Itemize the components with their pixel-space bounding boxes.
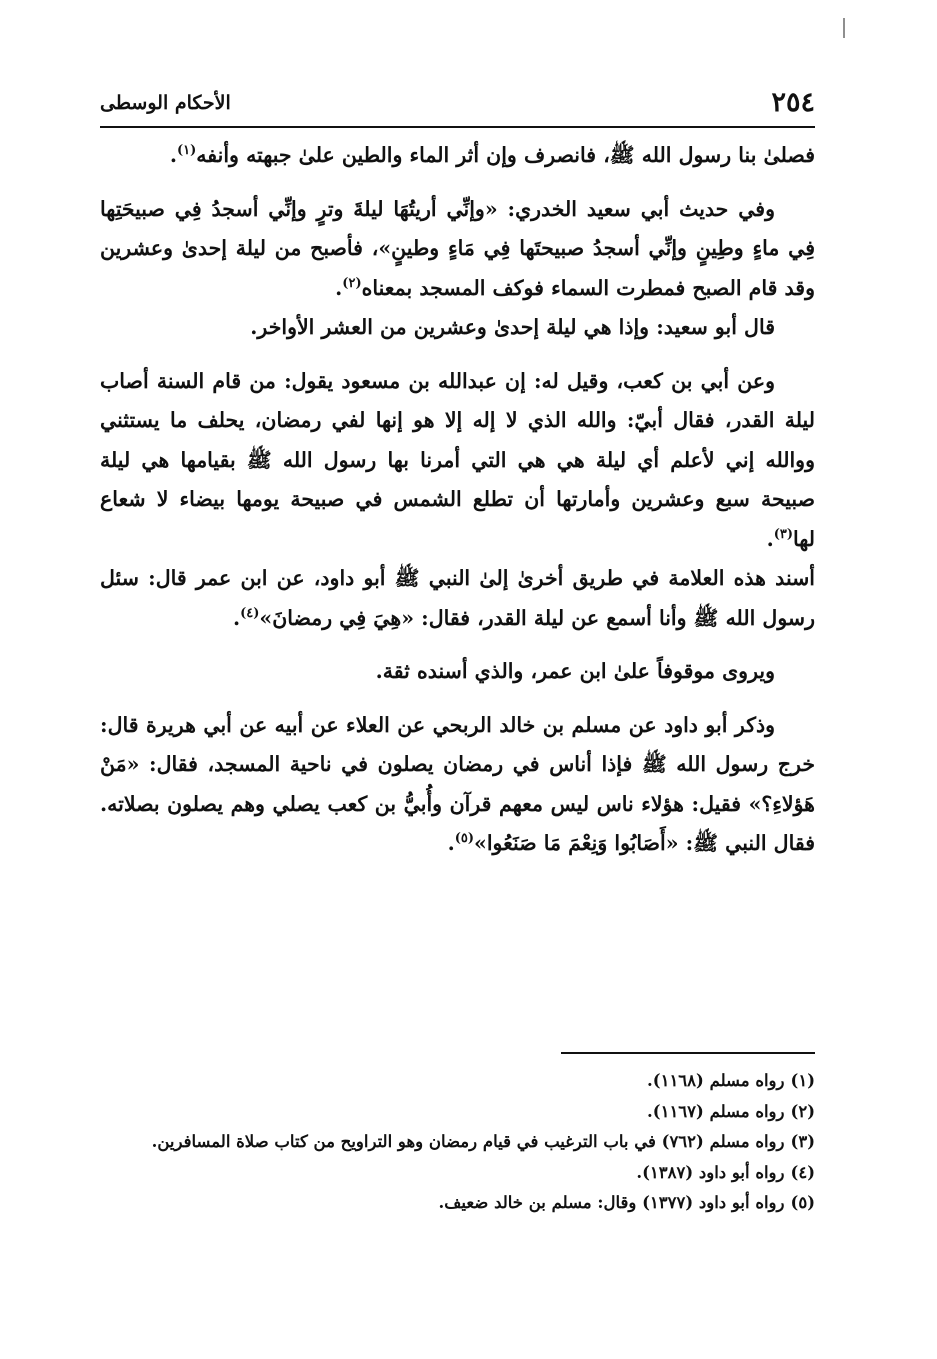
footnote-text: رواه مسلم (١١٦٨). <box>647 1071 785 1090</box>
paragraph-end: . <box>335 275 343 300</box>
header-rule <box>100 126 815 128</box>
footnote-3 <box>100 1127 815 1158</box>
paragraph-end: . <box>766 526 774 551</box>
running-title: الأحكام الوسطى <box>100 92 231 114</box>
footnote-number: (٥) <box>790 1193 815 1212</box>
paragraph-4 <box>100 362 815 560</box>
footnote-ref[interactable]: (٣) <box>773 526 794 542</box>
paragraph-3 <box>100 308 815 348</box>
paragraph-7 <box>100 706 815 864</box>
page-header <box>100 86 815 126</box>
footnote-5 <box>100 1188 815 1219</box>
paragraph-text: فصلىٰ بنا رسول الله ﷺ، فانصرف وإن أثر الماء والطين علىٰ جبهته وأنفه <box>196 143 815 167</box>
paragraph-1 <box>100 136 815 176</box>
paragraph-end: . <box>169 143 177 167</box>
footnote-number: (٣) <box>790 1132 815 1151</box>
page-number: ٢٥٤ <box>771 87 815 118</box>
paragraph-end: . <box>232 605 241 630</box>
body-text <box>100 136 815 864</box>
footnote-number: (٤) <box>790 1162 815 1182</box>
footnote-text: رواه مسلم (١١٦٧). <box>647 1101 785 1121</box>
footnote-text: رواه مسلم (٧٦٢) في باب الترغيب في قيام رمضان وهو التراويح من كتاب صلاة المسافرين. <box>151 1132 785 1151</box>
paragraph-text: وذكر أبو داود عن مسلم بن خالد الربحي عن العلاء عن أبيه عن أبي هريرة قال: خرج رسول الله ﷺ فإذا أناس في رمضان يصلون في ناحية المسجد، فقال: «مَنْ هَؤلاءِ؟» فقيل: هؤلاء ناس ليس معهم قرآن وأُبيُّ بن كعب يصلي وهم يصلون بصلاته. فقال النبي ﷺ: «أَصَابُوا وَنِعْمَ مَا صَنَعُوا» <box>100 712 815 855</box>
paragraph-end: . <box>447 831 455 855</box>
footnote-text: رواه أبو داود (١٣٨٧). <box>636 1162 785 1182</box>
footnote-2 <box>100 1097 815 1128</box>
scan-edge-mark <box>843 18 845 38</box>
footnote-rule <box>561 1052 815 1054</box>
footnote-1 <box>100 1066 815 1097</box>
paragraph-text: قال أبو سعيد: وإذا هي ليلة إحدىٰ وعشرين من العشر الأواخر. <box>250 315 775 339</box>
footnote-ref[interactable]: (٥) <box>454 831 475 847</box>
footnote-text: رواه أبو داود (١٣٧٧) وقال: مسلم بن خالد ضعيف. <box>438 1193 785 1212</box>
paragraph-6 <box>100 652 815 692</box>
footnotes <box>100 1066 815 1219</box>
paragraph-text: وفي حديث أبي سعيد الخدري: «وإنِّي أريتُهَا ليلةَ وترٍ وإنِّي أسجدُ فِي صبيحَتِها فِي ماءٍ وطِينٍ وإنِّي أسجدُ صبيحتَها فِي مَاءٍ وطينٍ»، فأصبح من ليلة إحدىٰ وعشرين وقد قام الصبح فمطرت السماء فوكف المسجد بمعناه <box>100 196 815 300</box>
footnote-number: (١) <box>790 1071 815 1090</box>
footnote-number: (٢) <box>790 1101 815 1121</box>
paragraph-5 <box>100 559 815 638</box>
paragraph-2 <box>100 190 815 309</box>
footnote-ref[interactable]: (٢) <box>342 275 362 291</box>
paragraph-text: وعن أبي بن كعب، وقيل له: إن عبدالله بن مسعود يقول: من قام السنة أصاب ليلة القدر، فقال أبيّ: والله الذي لا إله إلا هو إنها لفي رمضان، يحلف ما يستثني ووالله إني لأعلم أي ليلة هي هي التي أمرنا بها رسول الله ﷺ بقيامها هي ليلة صبيحة سبع وعشرين وأمارتها أن تطلع الشمس في صبيحة يومها بيضاء لا شعاع لها <box>100 368 815 551</box>
paragraph-text: أسند هذه العلامة في طريق أخرىٰ إلىٰ النبي ﷺ أبو داود، عن ابن عمر قال: سئل رسول الله ﷺ وأنا أسمع عن ليلة القدر، فقال: «هِيَ فِي رمضانَ» <box>100 566 815 630</box>
footnote-ref[interactable]: (٤) <box>240 605 260 621</box>
footnote-ref[interactable]: (١) <box>176 143 197 159</box>
paragraph-text: ويروى موقوفاً علىٰ ابن عمر، والذي أسنده ثقة. <box>375 659 775 683</box>
footnote-4 <box>100 1158 815 1189</box>
